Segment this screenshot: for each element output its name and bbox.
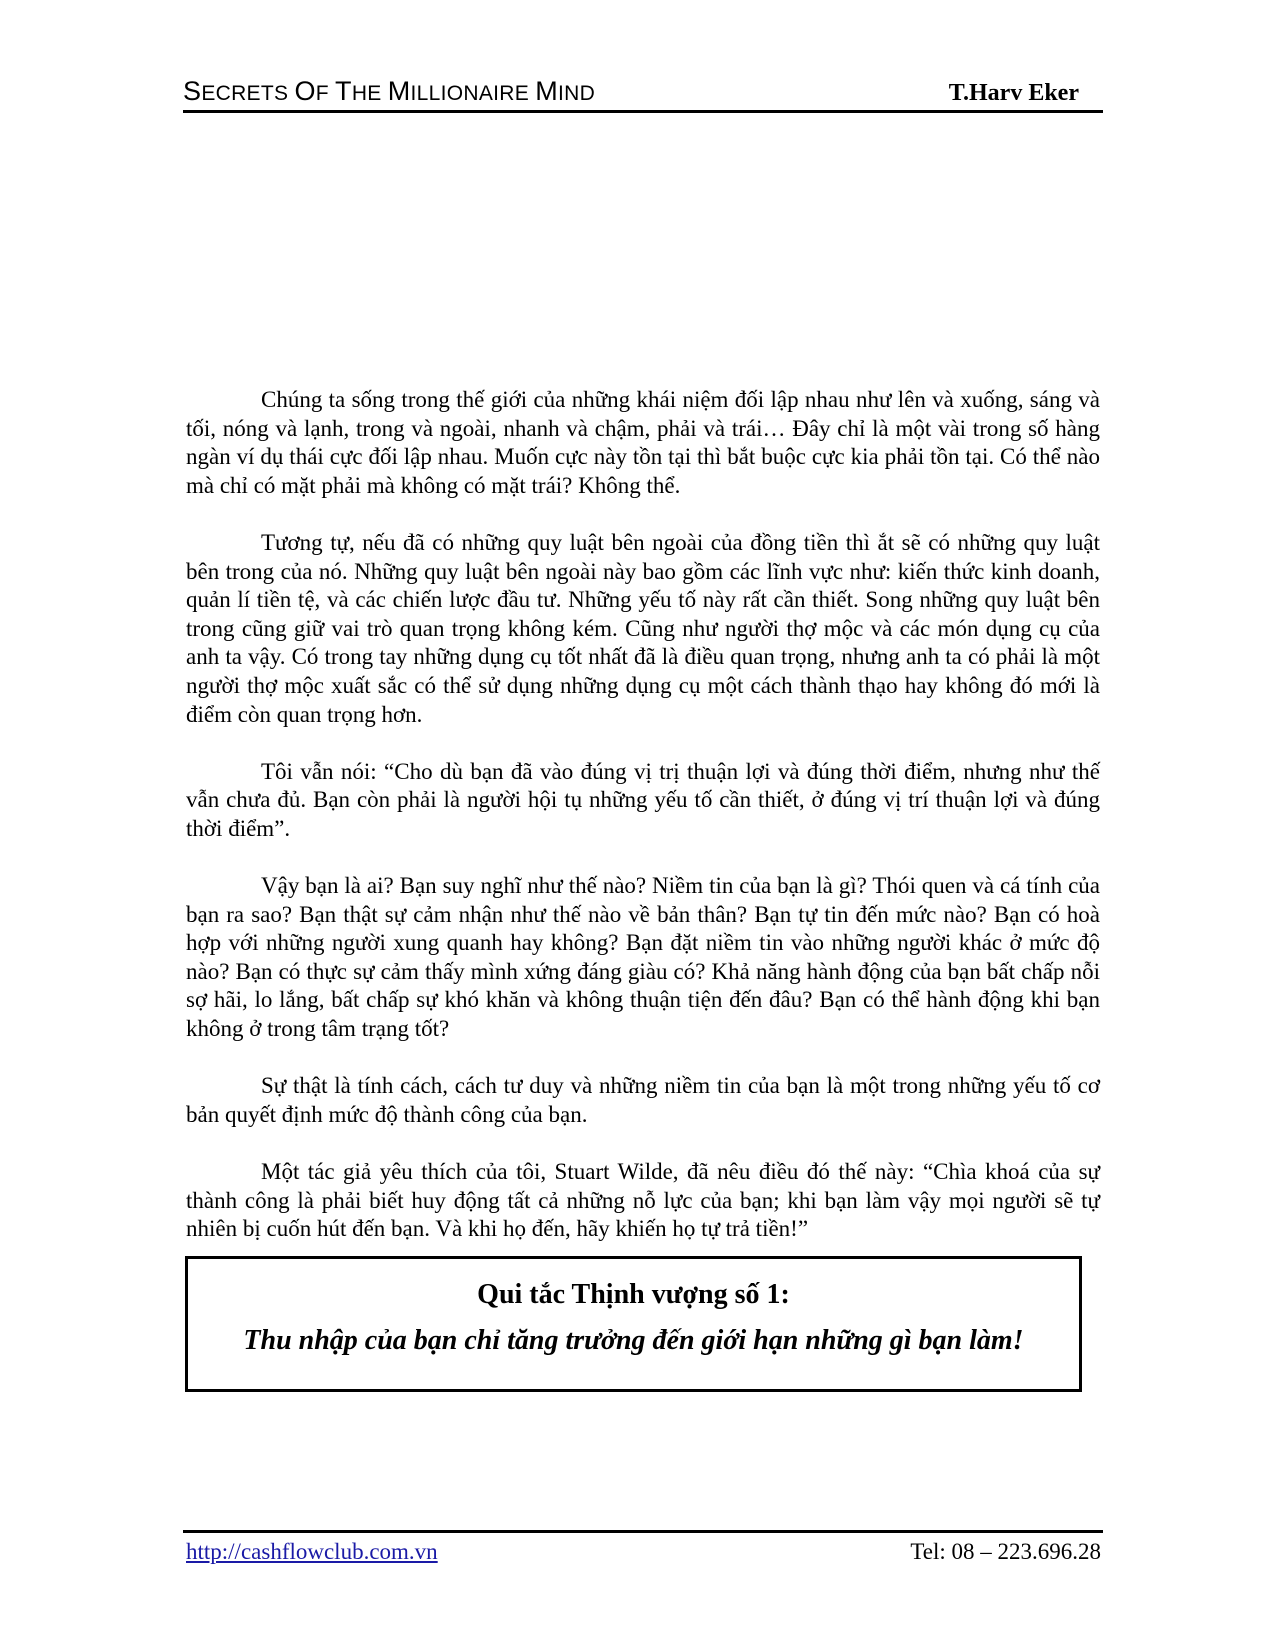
title-part-3 (335, 76, 388, 106)
title-part-5 (535, 76, 596, 106)
page-header (183, 76, 1103, 113)
paragraph: Tương tự, nếu đã có những quy luật bên ngoài của đồng tiền thì ắt sẽ có những quy luật bên trong của nó. Những quy luật bên ngoài này bao gồm các lĩnh vực như: kiến thức kinh doanh, quản lí tiền tệ, và các chiến lược đầu tư. Những yếu tố này rất cần thiết. Song những quy luật bên trong cũng giữ vai trò quan trọng không kém. Cũng như người thợ mộc và các món dụng cụ của anh ta vậy. Có trong tay những dụng cụ tốt nhất đã là điều quan trọng, nhưng anh ta có phải là một người thợ mộc xuất sắc có thể sử dụng những dụng cụ một cách thành thạo hay không đó mới là điểm còn quan trọng hơn. (186, 529, 1100, 727)
title-rest: HE (351, 82, 388, 105)
rule-text: Thu nhập của bạn chỉ tăng trưởng đến giới hạn những gì bạn làm! (243, 1325, 1024, 1356)
paragraph: Sự thật là tính cách, cách tư duy và những niềm tin của bạn là một trong những yếu tố cơ bản quyết định mức độ thành công của bạn. (186, 1073, 1100, 1127)
title-part-4 (387, 76, 536, 106)
title-rest: ILLIONAIRE (410, 82, 536, 105)
paragraph: Tôi vẫn nói: “Cho dù bạn đã vào đúng vị trị thuận lợi và đúng thời điểm, nhưng như thế vẫn chưa đủ. Bạn còn phải là người hội tụ những yếu tố cần thiết, ở đúng vị trí thuận lợi và đúng thời điểm”. (186, 758, 1100, 841)
title-rest: IND (558, 82, 596, 105)
website-link[interactable]: http://cashflowclub.com.vn (186, 1539, 438, 1564)
paragraph: Một tác giả yêu thích của tôi, Stuart Wilde, đã nêu điều đó thế này: “Chìa khoá của sự thành công là phải biết huy động tất cả những nỗ lực của bạn; khi bạn làm vậy mọi người sẽ tự nhiên bị cuốn hút đến bạn. Và khi họ đến, hãy khiến họ tự trả tiền!” (186, 1159, 1100, 1242)
title-cap: T (335, 76, 352, 106)
prosperity-rule-box (185, 1256, 1082, 1392)
telephone: Tel: 08 – 223.696.28 (910, 1539, 1101, 1564)
title-cap: O (294, 76, 316, 106)
paragraph: Vậy bạn là ai? Bạn suy nghĩ như thế nào? Niềm tin của bạn là gì? Thói quen và cá tính của bạn ra sao? Bạn thật sự cảm nhận như thế nào về bản thân? Bạn tự tin đến mức nào? Bạn có hoà hợp với những người xung quanh hay không? Bạn đặt niềm tin vào những người khác ở mức độ nào? Bạn có thực sự cảm thấy mình xứng đáng giàu có? Khả năng hành động của bạn bất chấp nỗi sợ hãi, lo lắng, bất chấp sự khó khăn và không thuận tiện đến đâu? Bạn có thể hành động khi bạn không ở trong tâm trạng tốt? (186, 873, 1100, 1042)
title-part-1 (183, 76, 295, 106)
title-cap: M (387, 76, 411, 106)
title-cap: M (535, 76, 559, 106)
title-rest: F (315, 82, 336, 105)
rule-title: Qui tắc Thịnh vượng số 1: (477, 1279, 790, 1310)
page-footer (183, 1530, 1103, 1573)
title-rest: ECRETS (201, 82, 295, 105)
author-name: T.Harv Eker (948, 80, 1079, 106)
body-text (186, 386, 1100, 1272)
book-title (183, 76, 595, 109)
paragraph: Chúng ta sống trong thế giới của những khái niệm đối lập nhau như lên và xuống, sáng và tối, nóng và lạnh, trong và ngoài, nhanh và chậm, phải và trái… Đây chỉ là một vài trong số hàng ngàn ví dụ thái cực đối lập nhau. Muốn cực này tồn tại thì bắt buộc cực kia phải tồn tại. Có thể nào mà chỉ có mặt phải mà không có mặt trái? Không thể. (186, 387, 1100, 498)
title-cap: S (183, 76, 202, 106)
title-part-2 (294, 76, 336, 106)
